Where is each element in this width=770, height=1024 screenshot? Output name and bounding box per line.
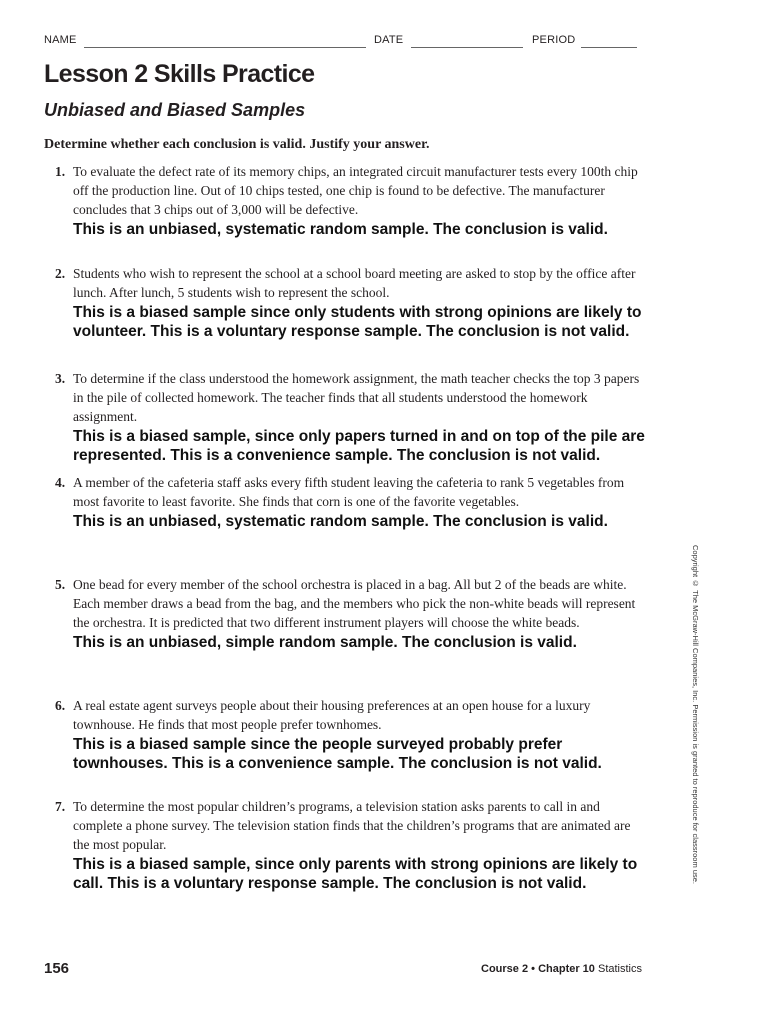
answer-text: This is an unbiased, systematic random sample. The conclusion is valid.: [73, 513, 608, 530]
question-body: One bead for every member of the school orchestra is placed in a bag. All but 2 of the beads are white. Each member draws a bead from the bag, and the members who pick the non-white beads will represent the orchestra. It is predicted that two different instrument players will choose the white beads.: [73, 577, 636, 630]
topic-label: Statistics: [597, 963, 642, 975]
question-body: Students who wish to represent the school at a school board meeting are asked to stop by the office after lunch. After lunch, 5 students wish to represent the school.: [73, 266, 636, 300]
problem-6: [55, 696, 645, 773]
problem-2: [55, 264, 645, 341]
question-number: 6.: [55, 698, 66, 713]
answer-text: This is a biased sample since the people surveyed probably prefer townhouses. This is a convenience sample. The conclusion is not valid.: [73, 736, 602, 772]
question-number: 1.: [55, 164, 66, 179]
problem-4: [55, 473, 645, 531]
question-text: [55, 797, 645, 854]
answer-text: This is an unbiased, simple random sample. The conclusion is valid.: [73, 634, 577, 651]
date-label: DATE: [374, 34, 404, 46]
question-text: [55, 473, 645, 511]
copyright-notice: Copyright © The McGraw-Hill Companies, Inc. Permission is granted to reproduce for classroom use.: [691, 545, 700, 884]
question-body: To determine if the class understood the homework assignment, the math teacher checks the top 3 papers in the pile of collected homework. The teacher finds that all students understood the homework assignment.: [73, 371, 640, 424]
page-subtitle: Unbiased and Biased Samples: [44, 100, 306, 120]
chapter-label: Chapter 10: [538, 963, 595, 975]
page-number: 156: [44, 960, 70, 977]
name-blank: [84, 47, 366, 48]
page-title: Lesson 2 Skills Practice: [44, 60, 315, 88]
answer-text: This is an unbiased, systematic random sample. The conclusion is valid.: [73, 221, 608, 238]
instructions: Determine whether each conclusion is valid. Justify your answer.: [44, 137, 430, 152]
question-number: 2.: [55, 266, 66, 281]
question-number: 5.: [55, 577, 66, 592]
problem-5: [55, 575, 645, 652]
answer-text: This is a biased sample, since only papers turned in and on top of the pile are represented. This is a convenience sample. The conclusion is not valid.: [73, 428, 645, 464]
name-label: NAME: [44, 34, 77, 46]
question-number: 7.: [55, 799, 66, 814]
problem-1: [55, 162, 645, 239]
problem-3: [55, 369, 645, 465]
question-text: [55, 264, 645, 302]
question-text: [55, 369, 645, 426]
problem-7: [55, 797, 645, 893]
question-body: To evaluate the defect rate of its memory chips, an integrated circuit manufacturer tests every 100th chip off the production line. Out of 10 chips tested, one chip is found to be defective. The manufacturer concludes that 3 chips out of 3,000 will be defective.: [73, 164, 638, 217]
period-blank: [581, 47, 637, 48]
question-number: 3.: [55, 371, 66, 386]
answer-text: This is a biased sample since only students with strong opinions are likely to volunteer. This is a voluntary response sample. The conclusion is not valid.: [73, 304, 642, 340]
question-body: To determine the most popular children’s programs, a television station asks parents to call in and complete a phone survey. The television station finds that the children’s programs that are animated are the most popular.: [73, 799, 631, 852]
student-info-header: [44, 34, 644, 50]
answer-text: This is a biased sample, since only parents with strong opinions are likely to call. This is a voluntary response sample. The conclusion is not valid.: [73, 856, 638, 892]
date-blank: [411, 47, 523, 48]
question-body: A real estate agent surveys people about their housing preferences at an open house for a luxury townhouse. He finds that most people prefer townhomes.: [73, 698, 591, 732]
question-body: A member of the cafeteria staff asks every fifth student leaving the cafeteria to rank 5 vegetables from most favorite to least favorite. She finds that corn is one of the favorite vegetables.: [73, 475, 625, 509]
question-text: [55, 575, 645, 632]
course-label: Course 2: [481, 963, 529, 975]
course-footer: Course 2 • Chapter 10 Statistics: [481, 963, 642, 975]
question-number: 4.: [55, 475, 66, 490]
period-label: PERIOD: [532, 34, 576, 46]
question-text: [55, 162, 645, 219]
question-text: [55, 696, 645, 734]
